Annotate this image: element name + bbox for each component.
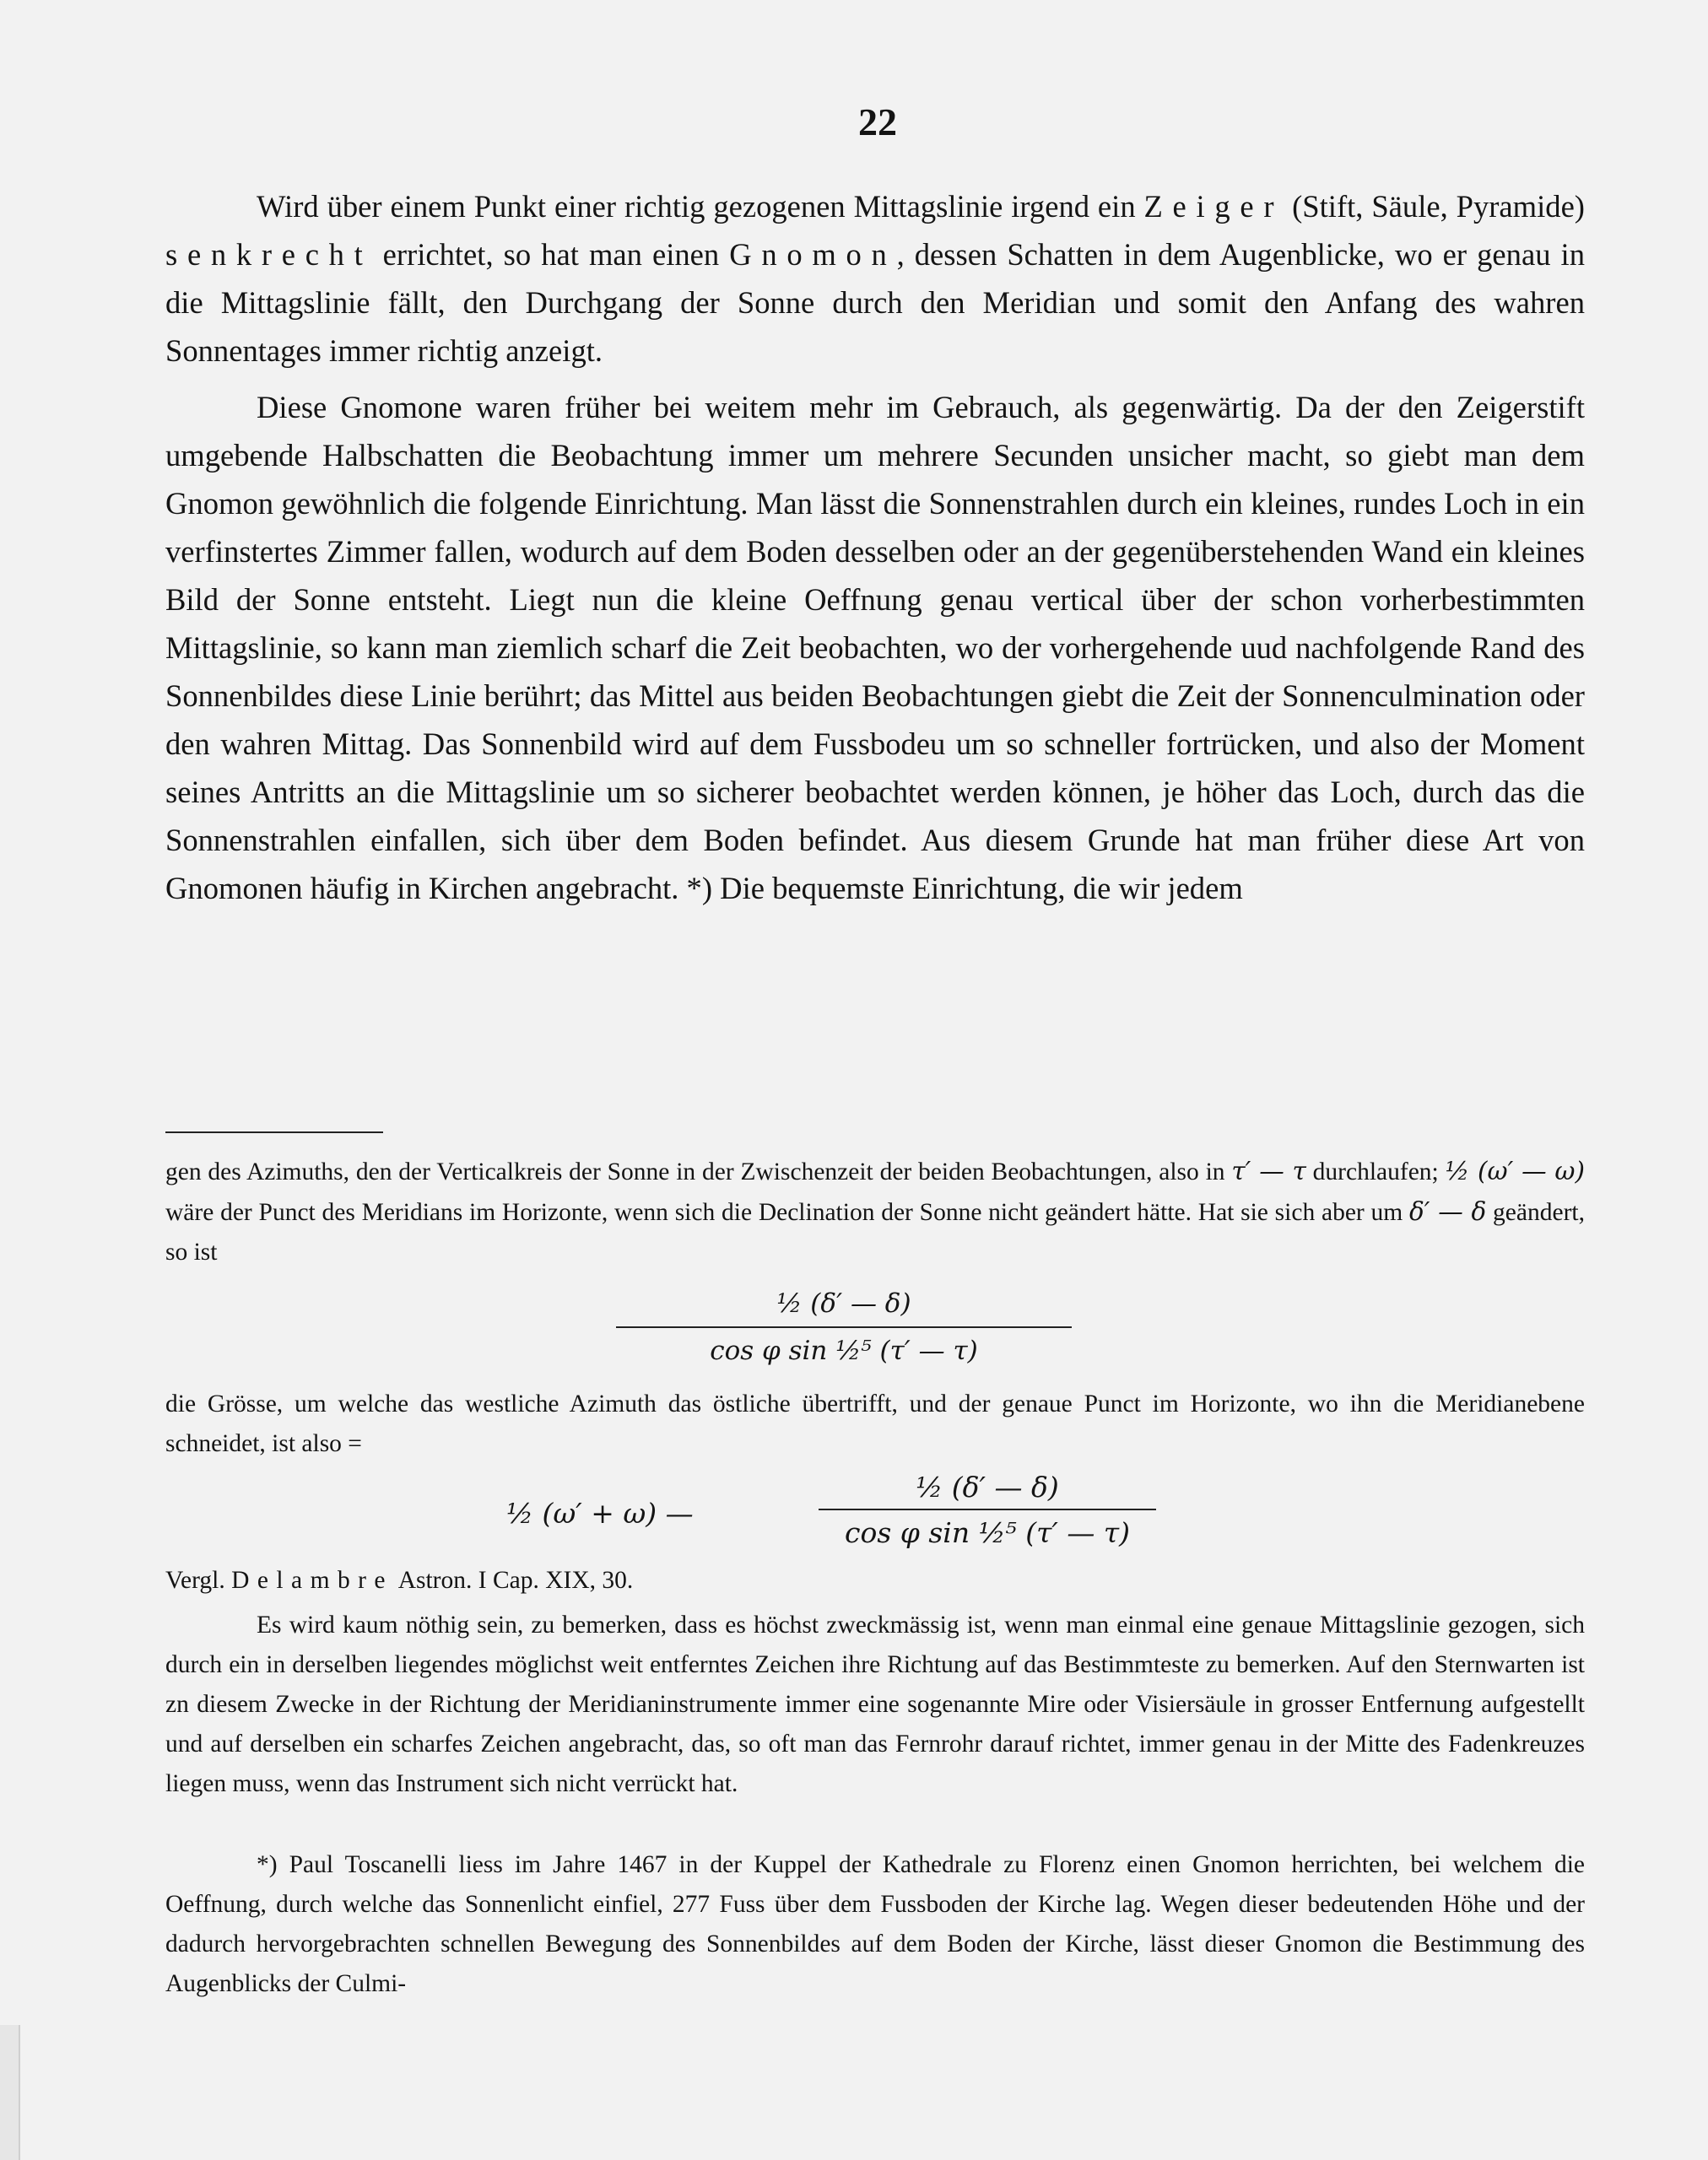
p1-text-b: (Stift, Säule, Pyramide) <box>1284 189 1585 224</box>
vergl-prefix: Vergl. <box>165 1567 232 1594</box>
p1-text-d: , dessen Schatten in dem Augenblicke, wo er genau in die Mittagslinie fällt, den Durchgang der Sonne durch den Meridian und somit den Anfang des wahren Sonnentages immer richtig anzeigt. <box>165 237 1585 368</box>
fn-math-omega: ½ (ω′ — ω) <box>1445 1157 1585 1185</box>
vergl-author: Delambre <box>231 1567 393 1594</box>
footnote-horizon-sentence: die Grösse, um welche das westliche Azimuth das östliche übertrifft, und der genaue Punct im Horizonte, wo ihn die Meridianebene schneidet, ist also = <box>165 1390 1585 1457</box>
footnote-reference-and-mire <box>165 1561 1585 1809</box>
footnote-azimuth-text <box>165 1152 1585 1272</box>
formula2-left-term: ½ (ω′ + ω) — <box>506 1497 694 1530</box>
p1-text-c: errichtet, so hat man einen <box>372 237 730 272</box>
footnote-separator-rule <box>165 1131 383 1133</box>
p1-emph-gnomon: Gnomon <box>729 237 897 272</box>
fn-text-b: durchlaufen; <box>1305 1158 1446 1185</box>
formula-azimuth-difference <box>582 1284 1105 1370</box>
p1-emph-zeiger: Zeiger <box>1143 189 1284 224</box>
formula1-fraction-bar <box>616 1326 1072 1328</box>
fn-math-tau: τ′ — τ <box>1231 1157 1306 1185</box>
fn-math-delta: δ′ — δ <box>1409 1197 1487 1226</box>
formula1-denominator: cos φ sin ½⁵ (τ′ — τ) <box>710 1336 978 1366</box>
paragraph-gnomon-definition <box>165 182 1585 375</box>
formula-horizon-point <box>506 1468 1165 1561</box>
page-edge-shadow <box>0 2025 20 2160</box>
footnote-vergl-reference <box>165 1561 1585 1601</box>
vergl-suffix: Astron. I Cap. XIX, 30. <box>392 1567 634 1594</box>
fn-text-c: wäre der Punct des Meridians im Horizonte, wenn sich die Declination der Sonne nicht geändert hätte. Hat sie sich aber um <box>165 1199 1409 1226</box>
formula2-denominator: cos φ sin ½⁵ (τ′ — τ) <box>844 1516 1131 1549</box>
footnote-continuation <box>165 1152 1585 1277</box>
fn-text-a: gen des Azimuths, den der Verticalkreis der Sonne in der Zwischenzeit der beiden Beobachtungen, also in <box>165 1158 1232 1185</box>
p1-emph-senkrecht: senkrecht <box>165 237 373 272</box>
main-text <box>165 182 1585 921</box>
formula2-numerator: ½ (δ′ — δ) <box>916 1471 1059 1504</box>
footnote-toscanelli-text: *) Paul Toscanelli liess im Jahre 1467 in der Kuppel der Kathedrale zu Florenz einen Gnomon herrichten, bei welchem die Oeffnung, durch welche das Sonnenlicht einfiel, 277 Fuss über dem Fussboden der Kirche lag. Wegen dieser bedeutenden Höhe und der dadurch hervorgebrachten schnellen Bewegung des Sonnenbildes auf dem Boden der Kirche, lässt dieser Gnomon die Bestimmung des Augenblicks der Culmi- <box>165 1851 1585 1997</box>
page-number: 22 <box>858 100 897 143</box>
paragraph-gnomon-usage: Diese Gnomone waren früher bei weitem mehr im Gebrauch, als gegenwärtig. Da der den Zeigerstift umgebende Halbschatten die Beobachtung immer um mehrere Secunden unsicher macht, so giebt man dem Gnomon gewöhnlich die folgende Einrichtung. Man lässt die Sonnenstrahlen durch ein kleines, rundes Loch in ein verfinstertes Zimmer fallen, wodurch auf dem Boden desselben oder an der gegenüberstehenden Wand ein kleines Bild der Sonne entsteht. Liegt nun die kleine Oeffnung genau vertical über der schon vorherbestimmten Mittagslinie, so kann man ziemlich scharf die Zeit beobachten, wo der vorhergehende uud nachfolgende Rand des Sonnenbildes diese Linie berührt; das Mittel aus beiden Beobachtungen giebt die Zeit der Sonnenculmination oder den wahren Mittag. Das Sonnenbild wird auf dem Fussbodeu um so schneller fortrücken, und also der Moment seines Antritts an die Mittagslinie um so sicherer beobachtet werden können, je höher das Loch, durch das die Sonnenstrahlen einfallen, sich über dem Boden befindet. Aus diesem Grunde hat man früher diese Art von Gnomonen häufig in Kirchen angebracht. *) Die bequemste Einrichtung, die wir jedem <box>165 390 1585 905</box>
formula2-fraction <box>819 1468 1156 1552</box>
footnote-horizon-text <box>165 1385 1585 1469</box>
formula1-numerator: ½ (δ′ — δ) <box>776 1288 911 1319</box>
footnote-toscanelli <box>165 1845 1585 2009</box>
footnote-mire-paragraph: Es wird kaum nöthig sein, zu bemerken, dass es höchst zweckmässig ist, wenn man einmal eine genaue Mittagslinie gezogen, sich durch ein in derselben liegendes möglichst weit entferntes Zeichen ihre Richtung auf das Bestimmteste zu bemerken. Auf den Sternwarten ist zn diesem Zwecke in der Richtung der Meridianinstrumente immer eine sogenannte Mire oder Visiersäule in grosser Entfernung aufgestellt und auf derselben ein scharfes Zeichen angebracht, das, so oft man das Fernrohr darauf richtet, immer genau in der Mitte des Fadenkreuzes liegen muss, wenn das Instrument sich nicht verrückt hat. <box>165 1612 1585 1797</box>
p1-text-a: Wird über einem Punkt einer richtig gezogenen Mittagslinie irgend ein <box>257 189 1144 224</box>
formula2-fraction-bar <box>819 1509 1156 1510</box>
fn-text-d: geändert, so ist <box>165 1199 1585 1266</box>
